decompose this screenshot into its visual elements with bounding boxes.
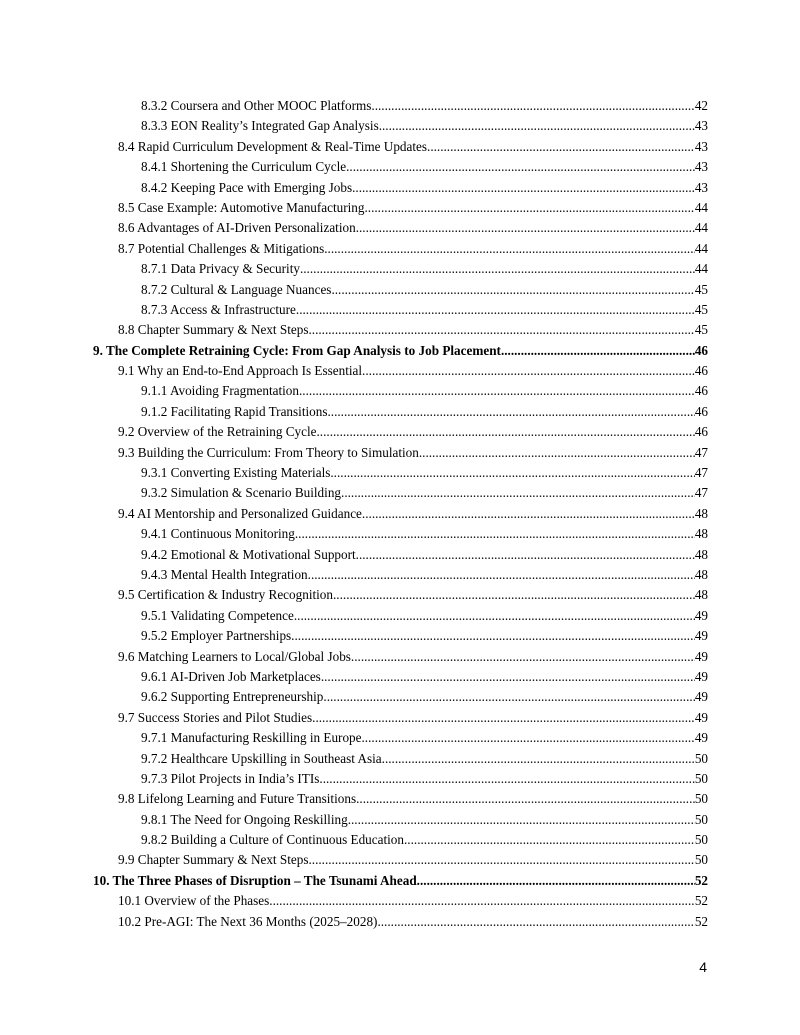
dot-leader [333, 585, 695, 605]
toc-entry[interactable] [0, 810, 800, 830]
toc-entry[interactable] [0, 96, 800, 116]
toc-entry-title: 9.3.2 Simulation & Scenario Building [141, 485, 342, 501]
toc-entry-title: 8.4.2 Keeping Pace with Emerging Jobs [141, 179, 353, 195]
toc-entry-line [141, 463, 708, 483]
toc-entry-line [118, 361, 708, 381]
toc-entry-line [141, 402, 708, 422]
toc-entry-title: 9.8.1 The Need for Ongoing Reskilling [141, 811, 348, 827]
toc-entry[interactable] [0, 504, 800, 524]
toc-entry-line [93, 871, 708, 891]
toc-entry-line [141, 116, 708, 136]
toc-entry[interactable] [0, 300, 800, 320]
toc-entry-page: 52 [694, 913, 708, 929]
toc-entry-line [141, 483, 708, 503]
toc-entry-line [141, 524, 708, 544]
dot-leader [294, 606, 695, 626]
dot-leader [351, 647, 695, 667]
page-number: 4 [699, 959, 707, 975]
toc-entry[interactable] [0, 626, 800, 646]
toc-entry-page: 52 [694, 893, 708, 909]
dot-leader [291, 626, 695, 646]
toc-entry-line [141, 749, 708, 769]
toc-entry-title: 9.6.2 Supporting Entrepreneurship [141, 689, 324, 705]
toc-entry-title: 9.6.1 AI-Driven Job Marketplaces [141, 668, 321, 684]
toc-entry-page: 49 [694, 628, 708, 644]
toc-entry-title: 9.2 Overview of the Retraining Cycle [118, 424, 317, 440]
toc-entry[interactable] [0, 218, 800, 238]
toc-entry[interactable] [0, 891, 800, 911]
toc-entry-line [118, 443, 708, 463]
dot-leader [295, 524, 695, 544]
dot-leader [362, 504, 695, 524]
toc-entry-page: 46 [694, 403, 708, 419]
toc-entry[interactable] [0, 769, 800, 789]
toc-entry-page: 44 [694, 240, 708, 256]
toc-entry-page: 50 [694, 811, 708, 827]
toc-entry-title: 10. The Three Phases of Disruption – The Tsunami Ahead [93, 872, 417, 888]
toc-entry-page: 50 [694, 791, 708, 807]
dot-leader [501, 341, 695, 361]
toc-entry-title: 10.1 Overview of the Phases [118, 893, 270, 909]
dot-leader [327, 402, 694, 422]
toc-entry[interactable] [0, 728, 800, 748]
toc-entry[interactable] [0, 422, 800, 442]
toc-entry[interactable] [0, 178, 800, 198]
toc-entry-page: 43 [694, 159, 708, 175]
toc-entry-title: 9.1 Why an End-to-End Approach Is Essential [118, 363, 363, 379]
toc-entry-line [141, 381, 708, 401]
toc-chapter-entry[interactable] [0, 871, 800, 891]
toc-entry-title: 9.9 Chapter Summary & Next Steps [118, 852, 309, 868]
toc-entry[interactable] [0, 116, 800, 136]
toc-entry-page: 46 [694, 342, 708, 358]
toc-entry-title: 9.4.1 Continuous Monitoring [141, 526, 295, 542]
toc-entry[interactable] [0, 789, 800, 809]
toc-entry-title: 8.4.1 Shortening the Curriculum Cycle [141, 159, 347, 175]
dot-leader [296, 300, 695, 320]
toc-entry[interactable] [0, 667, 800, 687]
toc-entry-title: 9.4 AI Mentorship and Personalized Guidance [118, 505, 362, 521]
toc-entry-title: 9.4.3 Mental Health Integration [141, 566, 308, 582]
dot-leader [323, 687, 694, 707]
toc-entry-title: 10.2 Pre-AGI: The Next 36 Months (2025–2028) [118, 913, 378, 929]
toc-entry-page: 48 [694, 526, 708, 542]
toc-entry-title: 9.1.2 Facilitating Rapid Transitions [141, 403, 328, 419]
toc-entry-line [118, 708, 708, 728]
toc-entry-title: 9.8.2 Building a Culture of Continuous Education [141, 832, 404, 848]
toc-entry-line [118, 137, 708, 157]
dot-leader [300, 259, 695, 279]
toc-entry[interactable] [0, 830, 800, 850]
toc-entry-title: 8.7.3 Access & Infrastructure [141, 301, 296, 317]
toc-entry-line [141, 300, 708, 320]
toc-entry[interactable] [0, 157, 800, 177]
toc-entry-page: 50 [694, 770, 708, 786]
toc-entry-page: 48 [694, 566, 708, 582]
toc-entry-line [118, 504, 708, 524]
toc-entry-title: 9.1.1 Avoiding Fragmentation [141, 383, 299, 399]
dot-leader [404, 830, 695, 850]
dot-leader [324, 239, 695, 259]
dot-leader [377, 912, 694, 932]
toc-entry-title: 8.8 Chapter Summary & Next Steps [118, 322, 309, 338]
toc-entry-page: 50 [694, 852, 708, 868]
toc-entry-page: 49 [694, 730, 708, 746]
toc-entry-page: 49 [694, 689, 708, 705]
toc-entry-title: 9.8 Lifelong Learning and Future Transitions [118, 791, 357, 807]
toc-entry-page: 42 [694, 98, 708, 113]
toc-entry-title: 8.3.3 EON Reality’s Integrated Gap Analysis [141, 118, 379, 134]
toc-entry-line [141, 769, 708, 789]
toc-entry-line [118, 789, 708, 809]
toc-entry[interactable] [0, 483, 800, 503]
dot-leader [362, 728, 695, 748]
toc-entry-page: 44 [694, 220, 708, 236]
toc-entry-title: 9.5.1 Validating Competence [141, 607, 294, 623]
toc-entry-line [141, 545, 708, 565]
dot-leader [319, 769, 694, 789]
toc-entry[interactable] [0, 850, 800, 870]
toc-entry-title: 8.7.2 Cultural & Language Nuances [141, 281, 332, 297]
toc-chapter-entry[interactable] [0, 341, 800, 361]
dot-leader [330, 463, 694, 483]
toc-entry[interactable] [0, 259, 800, 279]
toc-entry-title: 9.6 Matching Learners to Local/Global Jobs [118, 648, 351, 664]
dot-leader [317, 422, 695, 442]
toc-entry-line [141, 810, 708, 830]
toc-entry-line [118, 912, 708, 932]
toc-entry[interactable] [0, 606, 800, 626]
dot-leader [308, 850, 694, 870]
toc-entry-line [141, 830, 708, 850]
toc-entry-page: 46 [694, 383, 708, 399]
toc-entry-title: 9.7 Success Stories and Pilot Studies [118, 709, 313, 725]
toc-entry[interactable] [0, 749, 800, 769]
toc-entry-line [141, 565, 708, 585]
toc-entry-page: 52 [694, 872, 708, 888]
toc-entry-title: 9.7.3 Pilot Projects in India’s ITIs [141, 770, 320, 786]
toc-entry-title: 9.7.2 Healthcare Upskilling in Southeast Asia [141, 750, 382, 766]
dot-leader [348, 810, 695, 830]
toc-entry-line [141, 626, 708, 646]
toc-entry[interactable] [0, 545, 800, 565]
toc-entry-line [118, 198, 708, 218]
dot-leader [362, 361, 695, 381]
toc-entry-title: 8.6 Advantages of AI-Driven Personalization [118, 220, 356, 236]
toc-entry-page: 47 [694, 444, 708, 460]
toc-entry-line [141, 259, 708, 279]
toc-entry[interactable] [0, 320, 800, 340]
toc-entry-page: 49 [694, 607, 708, 623]
toc-entry-title: 9. The Complete Retraining Cycle: From Gap Analysis to Job Placement [93, 342, 501, 358]
toc-entry[interactable] [0, 137, 800, 157]
toc-entry-line [141, 667, 708, 687]
toc-entry-title: 8.5 Case Example: Automotive Manufacturing [118, 199, 365, 215]
toc-entry-line [118, 647, 708, 667]
toc-entry-title: 9.3 Building the Curriculum: From Theory to Simulation [118, 444, 419, 460]
toc-entry[interactable] [0, 381, 800, 401]
toc-entry-page: 48 [694, 505, 708, 521]
toc-entry-line [93, 341, 708, 361]
toc-entry[interactable] [0, 912, 800, 932]
toc-entry-page: 50 [694, 832, 708, 848]
dot-leader [379, 116, 695, 136]
toc-entry-title: 9.7.1 Manufacturing Reskilling in Europe [141, 730, 362, 746]
toc-entry-page: 47 [694, 485, 708, 501]
toc-entry-line [141, 157, 708, 177]
toc-entry-page: 50 [694, 750, 708, 766]
toc-entry-page: 49 [694, 709, 708, 725]
dot-leader [269, 891, 695, 911]
dot-leader [299, 381, 695, 401]
dot-leader [308, 320, 694, 340]
toc-entry[interactable] [0, 647, 800, 667]
toc-entry-line [118, 422, 708, 442]
toc-entry-line [118, 585, 708, 605]
toc-entry-line [141, 280, 708, 300]
toc-entry-page: 47 [694, 465, 708, 481]
toc-entry-page: 43 [694, 179, 708, 195]
dot-leader [321, 667, 695, 687]
dot-leader [364, 198, 694, 218]
toc-entry-title: 9.5 Certification & Industry Recognition [118, 587, 333, 603]
toc-entry[interactable] [0, 239, 800, 259]
toc-entry-title: 9.4.2 Emotional & Motivational Support [141, 546, 356, 562]
dot-leader [352, 178, 695, 198]
toc-entry[interactable] [0, 402, 800, 422]
toc-entry[interactable] [0, 687, 800, 707]
toc-entry[interactable] [0, 585, 800, 605]
dot-leader [417, 871, 695, 891]
dot-leader [371, 96, 694, 116]
toc-entry-title: 9.5.2 Employer Partnerships [141, 628, 292, 644]
toc-entry-line [141, 606, 708, 626]
toc-entry[interactable] [0, 280, 800, 300]
table-of-contents [0, 96, 800, 932]
dot-leader [312, 708, 695, 728]
toc-entry-title: 8.3.2 Coursera and Other MOOC Platforms [141, 98, 372, 113]
toc-entry-page: 49 [694, 648, 708, 664]
toc-entry-line [141, 96, 708, 116]
toc-entry-page: 45 [694, 281, 708, 297]
dot-leader [341, 483, 695, 503]
toc-entry[interactable] [0, 524, 800, 544]
toc-entry-page: 43 [694, 138, 708, 154]
dot-leader [419, 443, 695, 463]
toc-entry-page: 48 [694, 546, 708, 562]
toc-entry-page: 44 [694, 199, 708, 215]
dot-leader [356, 789, 695, 809]
toc-entry[interactable] [0, 198, 800, 218]
toc-entry-page: 49 [694, 668, 708, 684]
toc-entry-line [141, 178, 708, 198]
toc-entry-page: 48 [694, 587, 708, 603]
toc-entry-line [118, 891, 708, 911]
toc-entry-title: 8.7 Potential Challenges & Mitigations [118, 240, 325, 256]
toc-entry-line [118, 320, 708, 340]
toc-entry-page: 45 [694, 301, 708, 317]
dot-leader [308, 565, 695, 585]
toc-entry[interactable] [0, 361, 800, 381]
dot-leader [356, 545, 695, 565]
toc-entry[interactable] [0, 443, 800, 463]
dot-leader [382, 749, 695, 769]
toc-entry-line [118, 218, 708, 238]
toc-entry-page: 45 [694, 322, 708, 338]
toc-entry-line [118, 850, 708, 870]
toc-entry[interactable] [0, 565, 800, 585]
dot-leader [356, 218, 695, 238]
toc-entry[interactable] [0, 708, 800, 728]
toc-entry-line [141, 728, 708, 748]
dot-leader [427, 137, 695, 157]
dot-leader [346, 157, 695, 177]
toc-entry-page: 44 [694, 261, 708, 277]
toc-entry-title: 8.7.1 Data Privacy & Security [141, 261, 300, 277]
toc-entry-title: 9.3.1 Converting Existing Materials [141, 465, 331, 481]
toc-entry-page: 46 [694, 424, 708, 440]
toc-entry-page: 46 [694, 363, 708, 379]
toc-entry-line [118, 239, 708, 259]
toc-entry-page: 43 [694, 118, 708, 134]
dot-leader [331, 280, 694, 300]
toc-entry-title: 8.4 Rapid Curriculum Development & Real-Time Updates [118, 138, 428, 154]
toc-entry[interactable] [0, 463, 800, 483]
toc-entry-line [141, 687, 708, 707]
